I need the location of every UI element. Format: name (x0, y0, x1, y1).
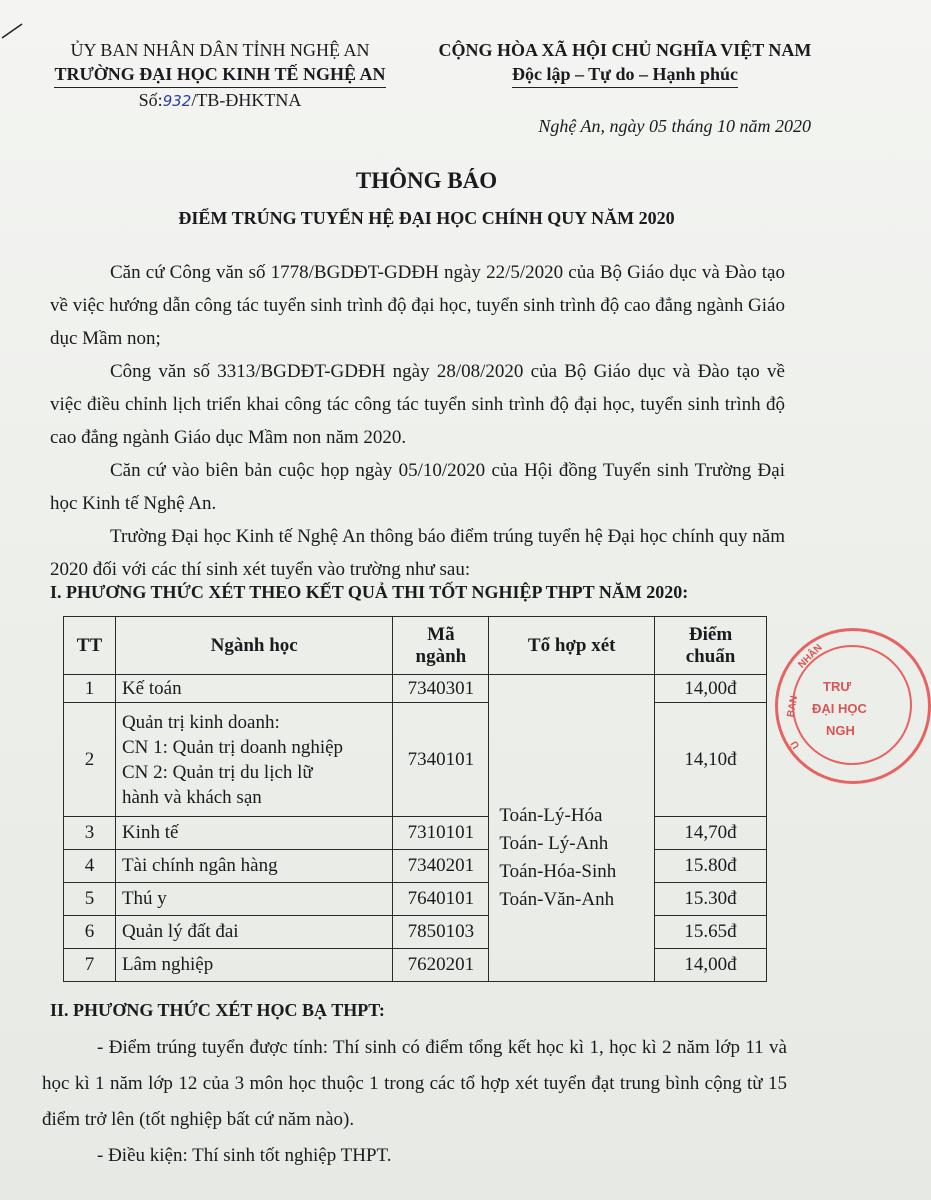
row-score: 15.80đ (655, 850, 767, 883)
row-tt: 5 (64, 883, 116, 916)
paragraph-2: Công văn số 3313/BGDĐT-GDĐH ngày 28/08/2020 của Bộ Giáo dục và Đào tạo về việc điều chỉnh lịch triển khai công tác công tác tuyển sinh trình độ đại học, tuyển sinh trình độ cao đẳng ngành Giáo dục Mầm non năm 2020. (50, 361, 785, 448)
row-major: Quản trị kinh doanh: CN 1: Quản trị doanh nghiệp CN 2: Quản trị du lịch lữ hành và khách sạn (115, 703, 392, 817)
issuer-authority: ỦY BAN NHÂN DÂN TỈNH NGHỆ AN (70, 40, 370, 60)
table-row (64, 817, 767, 850)
issuer-school: TRƯỜNG ĐẠI HỌC KINH TẾ NGHỆ AN (54, 62, 385, 88)
score-table (63, 616, 767, 982)
national-motto-block (415, 38, 835, 88)
row-score: 14,00đ (655, 675, 767, 703)
table-row (64, 703, 767, 817)
row-code: 7340101 (393, 703, 489, 817)
table-row (64, 675, 767, 703)
row-tt: 6 (64, 916, 116, 949)
row-tt: 7 (64, 949, 116, 982)
pen-mark (0, 20, 30, 40)
section-2-body (42, 1030, 787, 1174)
row-code: 7310101 (393, 817, 489, 850)
combo-4: Toán-Văn-Anh (499, 889, 615, 910)
paragraph-4: Trường Đại học Kinh tế Nghệ An thông báo điểm trúng tuyển hệ Đại học chính quy năm 2020 đối với các thí sinh xét tuyển vào trường như sau: (50, 526, 785, 580)
combo-2: Toán- Lý-Anh (499, 833, 609, 854)
row-score: 14,00đ (655, 949, 767, 982)
col-major: Ngành học (115, 617, 392, 675)
col-code: Mã ngành (393, 617, 489, 675)
handwritten-number: 932 (162, 92, 192, 110)
paragraph-3: Căn cứ vào biên bản cuộc họp ngày 05/10/2020 của Hội đồng Tuyển sinh Trường Đại học Kinh tế Nghệ An. (50, 460, 785, 514)
combo-3: Toán-Hóa-Sinh (499, 861, 617, 882)
row-score: 15.30đ (655, 883, 767, 916)
document-title: THÔNG BÁO (355, 168, 498, 193)
combo-cell (489, 675, 655, 982)
row-major: Kế toán (115, 675, 392, 703)
table-row (64, 850, 767, 883)
row-code: 7640101 (393, 883, 489, 916)
row-tt: 2 (64, 703, 116, 817)
row-major: Quản lý đất đai (115, 916, 392, 949)
table-row (64, 916, 767, 949)
row-score: 14,10đ (655, 703, 767, 817)
document-subtitle: ĐIỂM TRÚNG TUYỂN HỆ ĐẠI HỌC CHÍNH QUY NĂM 2020 (178, 208, 675, 228)
row-code: 7340201 (393, 850, 489, 883)
row-score: 15.65đ (655, 916, 767, 949)
row-major: Lâm nghiệp (115, 949, 392, 982)
combo-1: Toán-Lý-Hóa (499, 805, 603, 826)
row-major: Kinh tế (115, 817, 392, 850)
table-row (64, 883, 767, 916)
table-row (64, 949, 767, 982)
national-title: CỘNG HÒA XÃ HỘI CHỦ NGHĨA VIỆT NAM (438, 40, 812, 60)
national-motto: Độc lập – Tự do – Hạnh phúc (512, 62, 738, 88)
paragraph-1: Căn cứ Công văn số 1778/BGDĐT-GDĐH ngày 22/5/2020 của Bộ Giáo dục và Đào tạo về việc hướng dẫn công tác tuyển sinh trình độ đại học, tuyển sinh trình độ cao đẳng ngành Giáo dục Mầm non; (50, 262, 785, 349)
table-header-row (64, 617, 767, 675)
col-tt: TT (64, 617, 116, 675)
section-1-heading: I. PHƯƠNG THỨC XÉT THEO KẾT QUẢ THI TỐT NGHIỆP THPT NĂM 2020: (50, 582, 689, 602)
official-stamp: TRƯ ĐẠI HỌC NGH NHÂN BAN Ủ (775, 628, 931, 784)
row-major: Thú y (115, 883, 392, 916)
section-2-heading: II. PHƯƠNG THỨC XÉT HỌC BẠ THPT: (50, 1000, 385, 1020)
section-2-item-1: - Điểm trúng tuyển được tính: Thí sinh có điểm tổng kết học kì 1, học kì 2 năm lớp 11 và học kì 1 năm lớp 12 của 3 môn học thuộc 1 trong các tổ hợp xét tuyển đạt trung bình cộng từ 15 điểm trở lên (tốt nghiệp bất cứ năm nào). (42, 1037, 787, 1130)
row-tt: 1 (64, 675, 116, 703)
row-code: 7850103 (393, 916, 489, 949)
col-score: Điểm chuẩn (655, 617, 767, 675)
document-number: Số:932/TB-ĐHKTNA (138, 90, 302, 110)
col-combo: Tổ hợp xét (489, 617, 655, 675)
section-2-item-2: - Điều kiện: Thí sinh tốt nghiệp THPT. (97, 1145, 392, 1166)
issuer-block (40, 38, 400, 113)
row-major: Tài chính ngân hàng (115, 850, 392, 883)
row-score: 14,70đ (655, 817, 767, 850)
body-paragraphs (50, 256, 785, 586)
row-tt: 4 (64, 850, 116, 883)
row-code: 7340301 (393, 675, 489, 703)
issue-date: Nghệ An, ngày 05 tháng 10 năm 2020 (538, 116, 811, 136)
row-tt: 3 (64, 817, 116, 850)
row-code: 7620201 (393, 949, 489, 982)
